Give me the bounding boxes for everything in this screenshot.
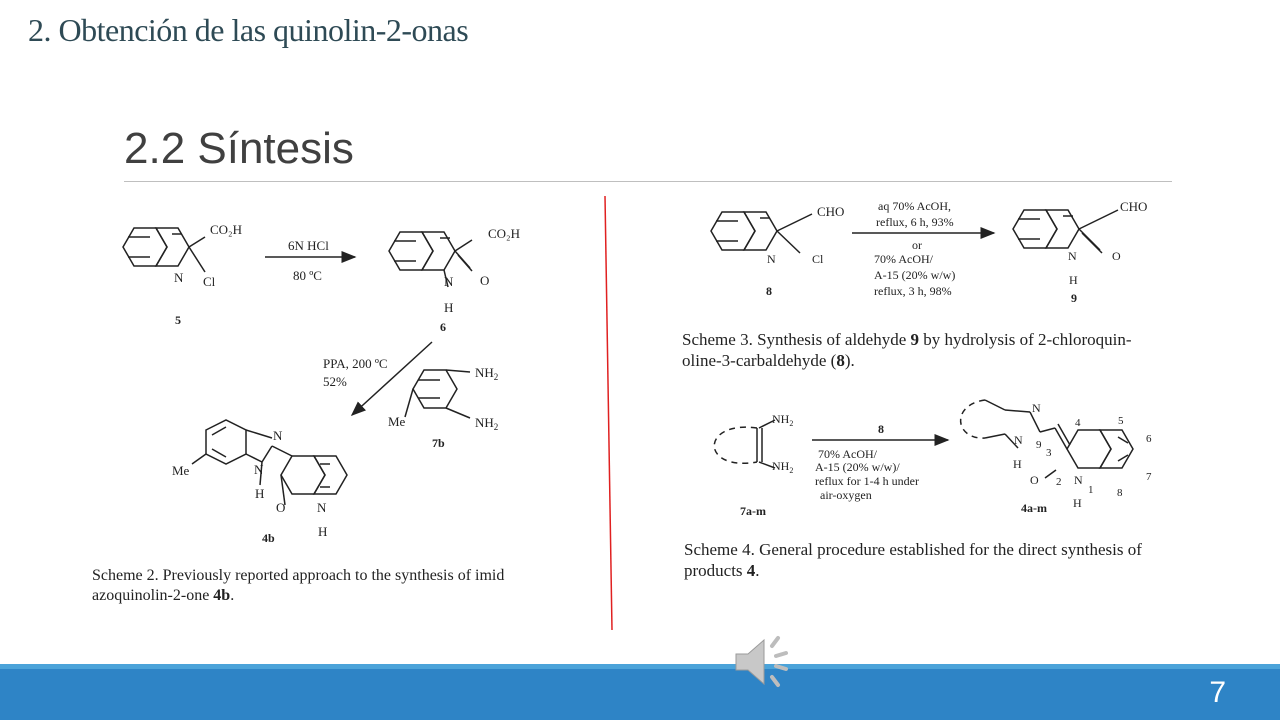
label-pos-6: 6 (1146, 433, 1152, 445)
scheme3-caption-line1 (682, 329, 1182, 350)
label-pos-2: 2 (1056, 476, 1062, 488)
compound-4b: 4b (262, 531, 275, 545)
section-title: 2.2 Síntesis (124, 124, 354, 173)
s3-cond-1: aq 70% AcOH, (878, 199, 951, 213)
label-cl-5: Cl (203, 274, 216, 289)
s3-cap-1b: 9 (910, 330, 920, 349)
temp-80: 80 ºC (293, 268, 322, 283)
label-co2h-5: CO₂H (210, 222, 242, 237)
label-n-6: N (444, 274, 454, 289)
label-o-4b: O (276, 500, 286, 515)
label-h-4am-a: H (1013, 457, 1022, 471)
reagent-ppa: PPA, 200 ºC (323, 356, 388, 371)
label-pos-5: 5 (1118, 415, 1124, 427)
header-title: 2. Obtención de las quinolin-2-onas (28, 12, 469, 48)
label-pos-8: 8 (1117, 487, 1123, 499)
label-co2h-6: CO₂H (488, 226, 520, 241)
s3-cond-5: reflux, 3 h, 98% (874, 284, 952, 298)
label-nh2-a: $NH_2$ (475, 365, 499, 382)
label-h-4b-a: H (255, 486, 265, 501)
scheme2-caption-line1: Scheme 2. Previously reported approach to the synthesis of imid (92, 567, 505, 584)
label-pos-3: 3 (1046, 447, 1052, 459)
speaker-icon[interactable] (732, 632, 796, 692)
scheme3-caption-line2 (682, 350, 1182, 371)
s4-cap-2b: 4 (746, 561, 756, 580)
label-n-4b-a: N (273, 428, 283, 443)
page-number: 7 (1209, 676, 1226, 709)
compound-8: 8 (766, 284, 772, 298)
molecule-8 (711, 212, 812, 253)
label-n-8: N (767, 252, 776, 266)
label-pos-1: 1 (1088, 484, 1094, 496)
s3-cap-2c: ). (844, 351, 855, 370)
s3-cap-2b: 8 (836, 351, 845, 370)
compound-7b: 7b (432, 436, 445, 450)
label-n-9: N (1068, 249, 1077, 263)
label-pos-9: 9 (1036, 439, 1042, 451)
label-n-5: N (174, 270, 184, 285)
label-nh2-b: $NH_2$ (475, 415, 499, 432)
label-n-4am-a: N (1032, 401, 1041, 415)
s3-cond-4: A-15 (20% w/w) (874, 268, 956, 282)
compound-9: 9 (1071, 291, 1077, 305)
label-nh2-7am-b: $NH_2$ (772, 459, 794, 475)
scheme4-caption (684, 539, 1184, 581)
scheme3-caption (682, 329, 1182, 371)
s4-cond-2: A-15 (20% w/w)/ (815, 460, 900, 474)
reagent-hcl: 6N HCl (288, 238, 329, 253)
s4-reagent-8: 8 (878, 422, 884, 436)
label-me-4b: Me (172, 463, 190, 478)
molecule-9 (1013, 210, 1118, 253)
label-n-4am-b: N (1014, 433, 1023, 447)
label-n-4am-c: N (1074, 473, 1083, 487)
label-h-4b-b: H (318, 524, 328, 539)
s3-cond-2: reflux, 6 h, 93% (876, 215, 954, 229)
molecule-4b (192, 420, 347, 505)
footer-bar (0, 664, 1280, 720)
s2-cap-2c: . (230, 587, 235, 604)
s3-cap-2a: oline-3-carbaldehyde ( (682, 351, 837, 370)
divider-line (605, 196, 612, 630)
label-n-4b-c: N (317, 500, 327, 515)
s2-cap-2b: 4b (213, 587, 231, 604)
label-h-9: H (1069, 273, 1078, 287)
scheme2-caption (92, 566, 537, 606)
label-o-6: O (480, 273, 490, 288)
compound-5: 5 (175, 313, 181, 327)
compound-6: 6 (440, 320, 446, 334)
label-cho-9: CHO (1120, 199, 1148, 214)
label-h-6: H (444, 300, 454, 315)
label-h-4am-b: H (1073, 496, 1082, 510)
label-o-9: O (1112, 249, 1121, 263)
scheme4-caption-line2 (684, 560, 1184, 581)
footer-stripe (0, 664, 1280, 669)
s2-cap-2a: azoquinolin-2-one (92, 587, 214, 604)
label-cho-8: CHO (817, 204, 845, 219)
molecule-4am (961, 400, 1133, 478)
s3-cond-3: 70% AcOH/ (874, 252, 933, 266)
s4-cap-2c: . (755, 561, 760, 580)
yield-52: 52% (323, 374, 347, 389)
s3-cap-1c: by hydrolysis of 2-chloroquin- (919, 330, 1132, 349)
label-pos-7: 7 (1146, 471, 1152, 483)
compound-7am: 7a-m (740, 504, 766, 518)
label-nh2-7am-a: $NH_2$ (772, 412, 794, 428)
label-me-7b: Me (388, 414, 406, 429)
s4-cond-4: air-oxygen (820, 488, 872, 502)
s4-cond-3: reflux for 1-4 h under (815, 474, 919, 488)
molecule-5 (123, 228, 205, 272)
label-cl-8: Cl (812, 252, 824, 266)
compound-4am: 4a-m (1021, 501, 1047, 515)
scheme2-caption-line2 (92, 586, 537, 606)
molecule-7b (405, 370, 470, 418)
s4-cap-2a: products (684, 561, 747, 580)
s3-cond-or: or (912, 238, 922, 252)
label-pos-4: 4 (1075, 417, 1081, 429)
s4-cond-1: 70% AcOH/ (818, 447, 877, 461)
label-o-4am: O (1030, 473, 1039, 487)
arrow-ppa (352, 342, 432, 415)
molecule-7am (714, 420, 775, 468)
s3-cap-1a: Scheme 3. Synthesis of aldehyde (682, 330, 911, 349)
label-n-4b-b: N (254, 462, 264, 477)
scheme4-caption-line1: Scheme 4. General procedure established for the direct synthesis of (684, 540, 1142, 559)
molecule-6 (389, 232, 472, 287)
